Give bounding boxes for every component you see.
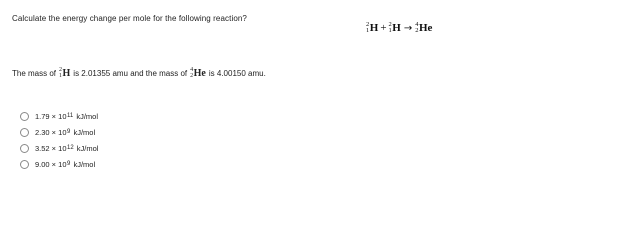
hydrogen-nuclide <box>59 68 70 79</box>
product-symbol: He <box>418 22 433 34</box>
option-unit: kJ/mol <box>76 111 98 121</box>
option-exponent: 12 <box>67 145 74 151</box>
reactant1-mass-number: 2 <box>366 21 370 28</box>
helium-nuclide <box>190 68 206 79</box>
option-exponent: 11 <box>67 113 74 119</box>
reactant1-nuclide <box>366 22 378 34</box>
question-prompt: Calculate the energy change per mole for the following reaction? <box>12 14 247 23</box>
radio-button-icon[interactable] <box>20 128 29 137</box>
reactant1-symbol: H <box>369 22 379 34</box>
helium-mass-number: 4 <box>190 67 194 73</box>
answer-options <box>20 108 98 172</box>
helium-symbol: He <box>193 68 206 79</box>
option-unit: kJ/mol <box>73 127 96 137</box>
radio-button-icon[interactable] <box>20 112 29 121</box>
hydrogen-atomic-number: 1 <box>59 72 63 79</box>
reactant2-atomic-number: 1 <box>388 27 392 34</box>
option-base: 3.52 × 10 <box>35 143 67 153</box>
reactant2-nuclide <box>389 22 401 34</box>
product-mass-number: 4 <box>415 21 419 28</box>
helium-atomic-number: 2 <box>190 72 194 79</box>
answer-option-4[interactable] <box>20 156 98 172</box>
radio-button-icon[interactable] <box>20 144 29 153</box>
option-base: 9.00 × 10 <box>35 159 67 169</box>
option-base: 1.79 × 10 <box>35 111 67 121</box>
product-nuclide <box>415 22 432 34</box>
radio-button-icon[interactable] <box>20 160 29 169</box>
mass-suffix-text: is 4.00150 amu. <box>208 69 266 78</box>
answer-option-2[interactable] <box>20 124 98 140</box>
answer-option-1[interactable] <box>20 108 98 124</box>
option-unit: kJ/mol <box>76 143 99 153</box>
option-unit: kJ/mol <box>73 159 96 169</box>
option-base: 2.30 × 10 <box>35 127 67 137</box>
option-exponent: 9 <box>67 129 71 135</box>
mass-prefix-text: The mass of <box>12 69 57 78</box>
reactant2-mass-number: 2 <box>388 21 392 28</box>
product-atomic-number: 2 <box>415 27 419 34</box>
reaction-equation <box>366 22 432 34</box>
reactant1-atomic-number: 1 <box>366 27 370 34</box>
answer-option-3[interactable] <box>20 140 98 156</box>
plus-sign: + <box>380 22 387 34</box>
hydrogen-mass-number: 2 <box>59 67 63 73</box>
mass-middle-text: is 2.01355 amu and the mass of <box>73 69 188 78</box>
option-exponent: 9 <box>67 161 71 167</box>
reaction-arrow-icon: → <box>403 22 413 34</box>
hydrogen-symbol: H <box>62 68 71 79</box>
mass-information <box>12 68 266 79</box>
reactant2-symbol: H <box>392 22 401 34</box>
